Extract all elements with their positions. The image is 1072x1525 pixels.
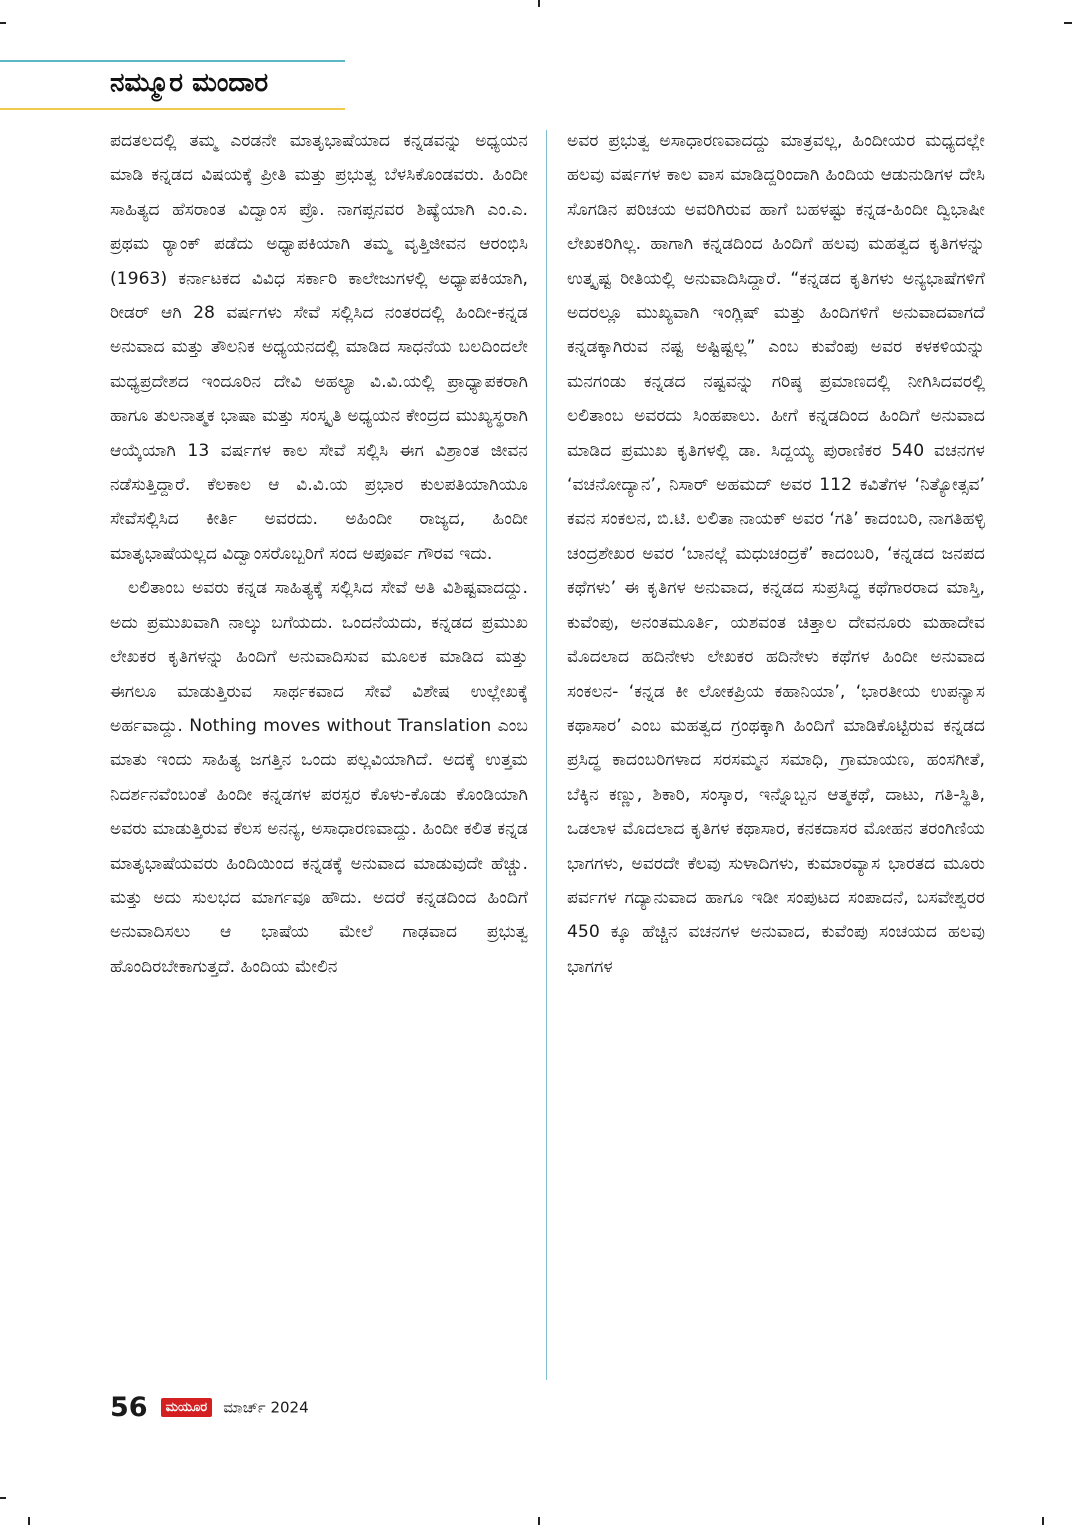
page-number: 56 xyxy=(110,1392,148,1423)
crop-mark-top-left xyxy=(0,22,6,24)
crop-mark-bottom-left xyxy=(0,1497,6,1499)
paragraph-3: ಅವರ ಪ್ರಭುತ್ವ ಅಸಾಧಾರಣವಾದದ್ದು ಮಾತ್ರವಲ್ಲ, ಹಿಂದೀಯರ ಮಧ್ಯದಲ್ಲೇ ಹಲವು ವರ್ಷಗಳ ಕಾಲ ವಾಸ ಮಾಡಿದ್ದರಿಂದಾಗಿ ಹಿಂದಿಯ ಆಡುನುಡಿಗಳ ದೇಸಿ ಸೊಗಡಿನ ಪರಿಚಯ ಅವರಿಗಿರುವ ಹಾಗೆ ಬಹಳಷ್ಟು ಕನ್ನಡ-ಹಿಂದೀ ದ್ವಿಭಾಷೀ ಲೇಖಕರಿಗಿಲ್ಲ. ಹಾಗಾಗಿ ಕನ್ನಡದಿಂದ ಹಿಂದಿಗೆ ಹಲವು ಮಹತ್ವದ ಕೃತಿಗಳನ್ನು ಉತ್ಕೃಷ್ಟ ರೀತಿಯಲ್ಲಿ ಅನುವಾದಿಸಿದ್ದಾರೆ. “ಕನ್ನಡದ ಕೃತಿಗಳು ಅನ್ಯಭಾಷೆಗಳಿಗೆ ಅದರಲ್ಲೂ ಮುಖ್ಯವಾಗಿ ಇಂಗ್ಲಿಷ್ ಮತ್ತು ಹಿಂದಿಗಳಿಗೆ ಅನುವಾದವಾಗದೆ ಕನ್ನಡಕ್ಕಾಗಿರುವ ನಷ್ಟ ಅಷ್ಟಿಷ್ಟಲ್ಲ” ಎಂಬ ಕುವೆಂಪು ಅವರ ಕಳಕಳಿಯನ್ನು ಮನಗಂಡು ಕನ್ನಡದ ನಷ್ಟವನ್ನು ಗರಿಷ್ಠ ಪ್ರಮಾಣದಲ್ಲಿ ನೀಗಿಸಿದವರಲ್ಲಿ ಲಲಿತಾಂಬ ಅವರದು ಸಿಂಹಪಾಲು. ಹೀಗೆ ಕನ್ನಡದಿಂದ ಹಿಂದಿಗೆ ಅನುವಾದ ಮಾಡಿದ ಪ್ರಮುಖ ಕೃತಿಗಳಲ್ಲಿ ಡಾ. ಸಿದ್ದಯ್ಯ ಪುರಾಣಿಕರ 540 ವಚನಗಳ ‘ವಚನೋದ್ಯಾನ’, ನಿಸಾರ್ ಅಹಮದ್ ಅವರ 112 ಕವಿತೆಗಳ ‘ನಿತ್ಯೋತ್ಸವ’ ಕವನ ಸಂಕಲನ, ಬಿ.ಟಿ. ಲಲಿತಾ ನಾಯಕ್ ಅವರ ‘ಗತಿ’ ಕಾದಂಬರಿ, ನಾಗತಿಹಳ್ಳಿ ಚಂದ್ರಶೇಖರ ಅವರ ‘ಬಾನಲ್ಲೆ ಮಧುಚಂದ್ರಕೆ’ ಕಾದಂಬರಿ, ‘ಕನ್ನಡದ ಜನಪದ ಕಥೆಗಳು’ ಈ ಕೃತಿಗಳ ಅನುವಾದ, ಕನ್ನಡದ ಸುಪ್ರಸಿದ್ಧ ಕಥೆಗಾರರಾದ ಮಾಸ್ತಿ, ಕುವೆಂಪು, ಅನಂತಮೂರ್ತಿ, ಯಶವಂತ ಚಿತ್ತಾಲ ದೇವನೂರು ಮಹಾದೇವ ಮೊದಲಾದ ಹದಿನೇಳು ಲೇಖಕರ ಹದಿನೇಳು ಕಥೆಗಳ ಹಿಂದೀ ಅನುವಾದ ಸಂಕಲನ- ‘ಕನ್ನಡ ಕೀ ಲೋಕಪ್ರಿಯ ಕಹಾನಿಯಾ’, ‘ಭಾರತೀಯ ಉಪನ್ಯಾಸ ಕಥಾಸಾರ’ ಎಂಬ ಮಹತ್ವದ ಗ್ರಂಥಕ್ಕಾಗಿ ಹಿಂದಿಗೆ ಮಾಡಿಕೊಟ್ಟಿರುವ ಕನ್ನಡದ ಪ್ರಸಿದ್ಧ ಕಾದಂಬರಿಗಳಾದ ಸರಸಮ್ಮನ ಸಮಾಧಿ, ಗ್ರಾಮಾಯಣ, ಹಂಸಗೀತೆ, ಬೆಕ್ಕಿನ ಕಣ್ಣು, ಶಿಕಾರಿ, ಸಂಸ್ಕಾರ, ಇನ್ನೊಬ್ಬನ ಆತ್ಮಕಥೆ, ದಾಟು, ಗತಿ-ಸ್ಥಿತಿ, ಒಡಲಾಳ ಮೊದಲಾದ ಕೃತಿಗಳ ಕಥಾಸಾರ, ಕನಕದಾಸರ ಮೋಹನ ತರಂಗಿಣಿಯ ಭಾಗಗಳು, ಅವರದೇ ಕೆಲವು ಸುಳಾದಿಗಳು, ಕುಮಾರವ್ಯಾಸ ಭಾರತದ ಮೂರು ಪರ್ವಗಳ ಗದ್ಯಾನುವಾದ ಹಾಗೂ ಇಡೀ ಸಂಪುಟದ ಸಂಪಾದನೆ, ಬಸವೇಶ್ವರರ 450 ಕ್ಕೂ ಹೆಚ್ಚಿನ ವಚನಗಳ ಅನುವಾದ, ಕುವೆಂಪು ಸಂಚಯದ ಹಲವು ಭಾಗಗಳ xyxy=(567,131,985,977)
paragraph-1: ಪದತಲದಲ್ಲಿ ತಮ್ಮ ಎರಡನೇ ಮಾತೃಭಾಷೆಯಾದ ಕನ್ನಡವನ್ನು ಅಧ್ಯಯನ ಮಾಡಿ ಕನ್ನಡದ ವಿಷಯಕ್ಕೆ ಪ್ರೀತಿ ಮತ್ತು ಪ್ರಭುತ್ವ ಬೆಳಸಿಕೊಂಡವರು. ಹಿಂದೀ ಸಾಹಿತ್ಯದ ಹೆಸರಾಂತ ವಿದ್ವಾಂಸ ಪ್ರೊ. ನಾಗಪ್ಪನವರ ಶಿಷ್ಯೆಯಾಗಿ ಎಂ.ಎ. ಪ್ರಥಮ ರ್‍ಯಾಂಕ್ ಪಡೆದು ಅಧ್ಯಾಪಕಿಯಾಗಿ ತಮ್ಮ ವೃತ್ತಿಜೀವನ ಆರಂಭಿಸಿ (1963) ಕರ್ನಾಟಕದ ವಿವಿಧ ಸರ್ಕಾರಿ ಕಾಲೇಜುಗಳಲ್ಲಿ ಅಧ್ಯಾಪಕಿಯಾಗಿ, ರೀಡರ್ ಆಗಿ 28 ವರ್ಷಗಳು ಸೇವೆ ಸಲ್ಲಿಸಿದ ನಂತರದಲ್ಲಿ ಹಿಂದೀ-ಕನ್ನಡ ಅನುವಾದ ಮತ್ತು ತೌಲನಿಕ ಅಧ್ಯಯನದಲ್ಲಿ ಮಾಡಿದ ಸಾಧನೆಯ ಬಲದಿಂದಲೇ ಮಧ್ಯಪ್ರದೇಶದ ಇಂದೂರಿನ ದೇವಿ ಅಹಲ್ಯಾ ವಿ.ವಿ.ಯಲ್ಲಿ ಪ್ರಾಧ್ಯಾಪಕರಾಗಿ ಹಾಗೂ ತುಲನಾತ್ಮಕ ಭಾಷಾ ಮತ್ತು ಸಂಸ್ಕೃತಿ ಅಧ್ಯಯನ ಕೇಂದ್ರದ ಮುಖ್ಯಸ್ಥರಾಗಿ ಆಯ್ಕೆಯಾಗಿ 13 ವರ್ಷಗಳ ಕಾಲ ಸೇವೆ ಸಲ್ಲಿಸಿ ಈಗ ವಿಶ್ರಾಂತ ಜೀವನ ನಡೆಸುತ್ತಿದ್ದಾರೆ. ಕೆಲಕಾಲ ಆ ವಿ.ವಿ.ಯ ಪ್ರಭಾರ ಕುಲಪತಿಯಾಗಿಯೂ ಸೇವೆಸಲ್ಲಿಸಿದ ಕೀರ್ತಿ ಅವರದು. ಅಹಿಂದೀ ರಾಜ್ಯದ, ಹಿಂದೀ ಮಾತೃಭಾಷೆಯಲ್ಲದ ವಿದ್ವಾಂಸರೊಬ್ಬರಿಗೆ ಸಂದ ಅಪೂರ್ವ ಗೌರವ ಇದು. xyxy=(110,131,528,564)
crop-mark-bottom-left-v xyxy=(28,1517,30,1525)
article-column-right xyxy=(567,124,985,984)
page-footer xyxy=(110,1392,309,1423)
crop-mark-top-right xyxy=(1064,22,1072,24)
crop-mark-top-center xyxy=(538,0,540,7)
crop-mark-bottom-right xyxy=(1042,1517,1044,1525)
header-rule-bottom xyxy=(0,108,345,110)
section-title: ನಮ್ಮೂರ ಮಂದಾರ xyxy=(110,68,269,98)
issue-date: ಮಾರ್ಚ್ 2024 xyxy=(223,1398,309,1417)
section-header xyxy=(0,56,345,110)
header-rule-top xyxy=(0,60,345,62)
crop-mark-bottom-center xyxy=(538,1517,540,1525)
magazine-logo: ಮಯೂರ xyxy=(161,1398,212,1417)
column-divider xyxy=(546,130,547,1380)
paragraph-2: ಲಲಿತಾಂಬ ಅವರು ಕನ್ನಡ ಸಾಹಿತ್ಯಕ್ಕೆ ಸಲ್ಲಿಸಿದ ಸೇವೆ ಅತಿ ವಿಶಿಷ್ಟವಾದದ್ದು. ಅದು ಪ್ರಮುಖವಾಗಿ ನಾಲ್ಕು ಬಗೆಯದು. ಒಂದನೆಯದು, ಕನ್ನಡದ ಪ್ರಮುಖ ಲೇಖಕರ ಕೃತಿಗಳನ್ನು ಹಿಂದಿಗೆ ಅನುವಾದಿಸುವ ಮೂಲಕ ಮಾಡಿದ ಮತ್ತು ಈಗಲೂ ಮಾಡುತ್ತಿರುವ ಸಾರ್ಥಕವಾದ ಸೇವೆ ವಿಶೇಷ ಉಲ್ಲೇಖಕ್ಕೆ ಅರ್ಹವಾದ್ದು. Nothing moves without Translation ಎಂಬ ಮಾತು ಇಂದು ಸಾಹಿತ್ಯ ಜಗತ್ತಿನ ಒಂದು ಪಲ್ಲವಿಯಾಗಿದೆ. ಅದಕ್ಕೆ ಉತ್ತಮ ನಿದರ್ಶನವೆಂಬಂತೆ ಹಿಂದೀ ಕನ್ನಡಗಳ ಪರಸ್ಪರ ಕೊಳು-ಕೊಡು ಕೊಂಡಿಯಾಗಿ ಅವರು ಮಾಡುತ್ತಿರುವ ಕೆಲಸ ಅನನ್ಯ, ಅಸಾಧಾರಣವಾದ್ದು. ಹಿಂದೀ ಕಲಿತ ಕನ್ನಡ ಮಾತೃಭಾಷೆಯವರು ಹಿಂದಿಯಿಂದ ಕನ್ನಡಕ್ಕೆ ಅನುವಾದ ಮಾಡುವುದೇ ಹೆಚ್ಚು. ಮತ್ತು ಅದು ಸುಲಭದ ಮಾರ್ಗವೂ ಹೌದು. ಅದರೆ ಕನ್ನಡದಿಂದ ಹಿಂದಿಗೆ ಅನುವಾದಿಸಲು ಆ ಭಾಷೆಯ ಮೇಲೆ ಗಾಢವಾದ ಪ್ರಭುತ್ವ ಹೊಂದಿರಬೇಕಾಗುತ್ತದೆ. ಹಿಂದಿಯ ಮೇಲಿನ xyxy=(110,578,528,977)
article-column-left xyxy=(110,124,528,984)
